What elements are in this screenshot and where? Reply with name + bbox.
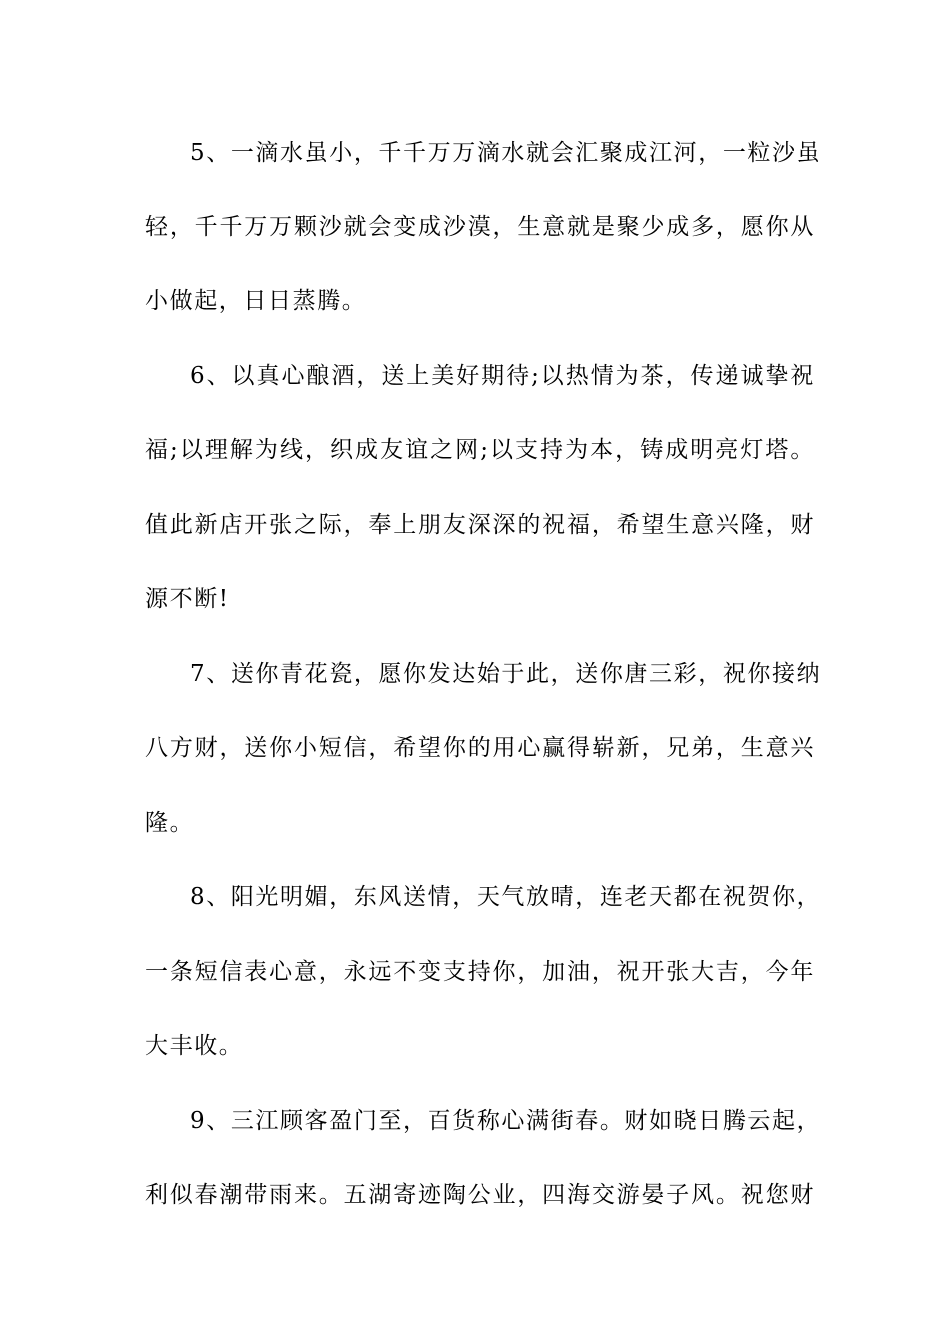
paragraph-8-line-3: 大丰收。 xyxy=(145,1033,244,1059)
paragraph-5-line-3: 小做起，日日蒸腾。 xyxy=(145,288,367,314)
paragraph-6-line-4: 源不断! xyxy=(145,586,230,612)
paragraph-8-line-1: 8、阳光明媚，东风送情，天气放晴，连老天都在祝贺你， xyxy=(190,884,822,910)
paragraph-7-line-3: 隆。 xyxy=(145,810,195,836)
paragraph-5-line-2: 轻，千千万万颗沙就会变成沙漠，生意就是聚少成多，愿你从 xyxy=(145,214,815,240)
paragraph-5-line-1: 5、一滴水虽小，千千万万滴水就会汇聚成江河，一粒沙虽 xyxy=(190,140,822,166)
paragraph-7-line-1: 7、送你青花瓷，愿你发达始于此，送你唐三彩，祝你接纳 xyxy=(190,661,822,687)
paragraph-7-line-2: 八方财，送你小短信，希望你的用心赢得崭新，兄弟，生意兴 xyxy=(145,735,815,761)
paragraph-6-line-2: 福;以理解为线，织成友谊之网;以支持为本，铸成明亮灯塔。 xyxy=(145,437,815,463)
paragraph-9-line-1: 9、三江顾客盈门至，百货称心满街春。财如晓日腾云起， xyxy=(190,1108,822,1134)
paragraph-6-line-3: 值此新店开张之际，奉上朋友深深的祝福，希望生意兴隆，财 xyxy=(145,512,815,538)
paragraph-9-line-2: 利似春潮带雨来。五湖寄迹陶公业，四海交游晏子风。祝您财 xyxy=(145,1182,815,1208)
paragraph-6-line-1: 6、以真心酿酒，送上美好期待;以热情为茶，传递诚挚祝 xyxy=(190,363,815,389)
paragraph-8-line-2: 一条短信表心意，永远不变支持你，加油，祝开张大吉，今年 xyxy=(145,959,815,985)
